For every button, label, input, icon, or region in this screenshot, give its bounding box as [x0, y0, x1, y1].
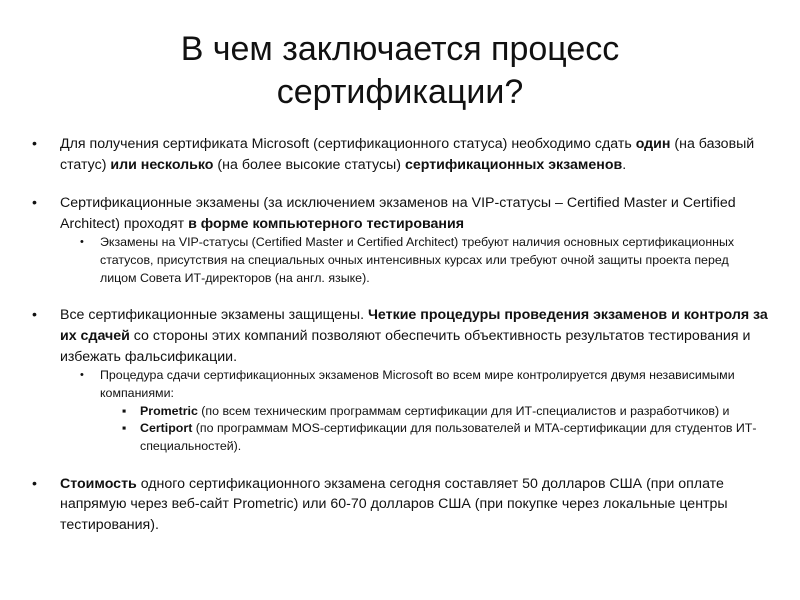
bold-run: Prometric [140, 403, 198, 418]
bold-run: Certiport [140, 421, 193, 436]
bullet-marker: • [32, 136, 37, 152]
text-run: (по программам MOS-сертификации для пользователей и MTA-сертификации для студентов ИТ-специальностей). [140, 421, 757, 454]
text-run: (на базовый статус) [60, 136, 755, 173]
title-line-1: В чем заключается процесс [180, 30, 620, 68]
text-run: Все сертификационные экзамены защищены. [60, 307, 368, 324]
bullet-marker: • [32, 475, 37, 492]
bullet-marker: • [80, 236, 84, 249]
title-line-2: сертификации? [276, 73, 524, 111]
sub-bullet-exam-procedure [0, 367, 800, 402]
text-run: . [622, 156, 627, 173]
bold-run: один [635, 136, 671, 152]
bold-run: или несколько [110, 156, 214, 173]
bullet-marker: ▪ [122, 421, 127, 436]
sub-bullet-vip-exams [0, 234, 800, 287]
bullet-exam-cost [0, 474, 800, 536]
text-run: (на более высокие статусы) [213, 156, 405, 173]
bullet-exam-protection [0, 305, 800, 367]
bold-run: Четкие процедуры проведения экзаменов и контроля за их сдачей [60, 307, 768, 345]
slide-content [0, 134, 800, 536]
bullet-marker: • [32, 195, 37, 212]
slide-title [60, 28, 740, 114]
text-run: Для получения сертификата Microsoft (сертификационного статуса) необходимо сдать [60, 136, 636, 152]
bullet-certificate-requirements [0, 134, 800, 175]
bold-run: Стоимость [60, 475, 137, 492]
bold-run: в форме компьютерного тестирования [188, 215, 464, 232]
text-run: со стороны этих компаний позволяют обеспечить объективность результатов тестирования и избежать фальсификации. [60, 328, 751, 365]
bullet-marker: • [80, 369, 84, 382]
bullet-marker: • [32, 307, 37, 324]
text-run: (по всем техническим программам сертификации для ИТ-специалистов и разработчиков) и [197, 403, 730, 418]
text-run: Экзамены на VIP-статусы (Certified Master и Certified Architect) требуют наличия основных сертификационных статусов, присутствия на специальных очных интенсивных курсах или требуют очной защиты проекта перед лицом Совета ИТ-директоров (на англ. языке). [100, 235, 735, 285]
sub-sub-bullet-certiport [0, 420, 800, 455]
sub-sub-bullet-prometric [0, 403, 800, 421]
text-run: Сертификационные экзамены (за исключением экзаменов на VIP-статусы – Certified Master и Certified Architect) проходят [60, 195, 736, 232]
text-run: Процедура сдачи сертификационных экзаменов Microsoft во всем мире контролируется двумя независимыми компаниями: [100, 368, 735, 400]
text-run: одного сертификационного экзамена сегодня составляет 50 долларов США (при оплате напрямую через веб-сайт Prometric) или 60-70 долларов США (при покупке через локальные центры тестирования). [60, 475, 728, 533]
bullet-exam-format [0, 193, 800, 234]
bold-run: сертификационных экзаменов [404, 156, 623, 173]
bullet-marker: ▪ [122, 403, 127, 418]
